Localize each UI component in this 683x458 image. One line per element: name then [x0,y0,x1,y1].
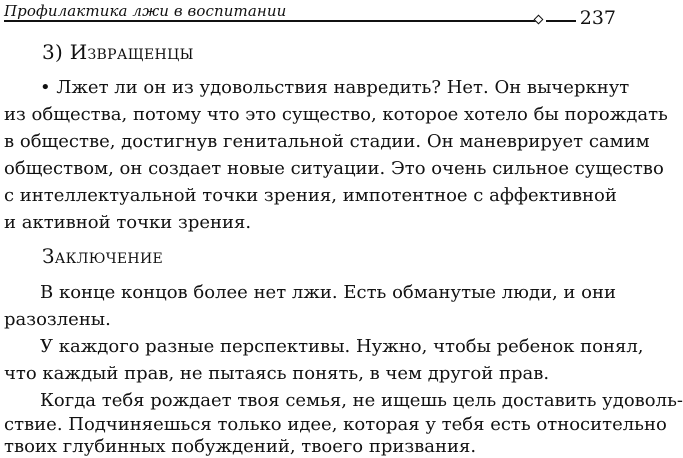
section-heading-perverts: 3) Извращенцы [42,40,194,64]
paragraph-line: ствие. Подчиняешься только идее, которая у тебя есть относительно [4,414,667,435]
running-header [0,0,620,32]
paragraph-line: с интеллектуальной точки зрения, импотентное с аффективной [4,185,617,206]
paragraph-line: В конце концов более нет лжи. Есть обманутые люди, и они [40,282,616,303]
paragraph-line: У каждого разные перспективы. Нужно, чтобы ребенок понял, [40,336,644,357]
paragraph-line: • Лжет ли он из удовольствия навредить? Нет. Он вычеркнут [40,77,630,98]
section-heading-conclusion: Заключение [42,244,163,268]
paragraph-line: что каждый прав, не пытаясь понять, в чем другой прав. [4,363,550,384]
paragraph-line: разозлены. [4,309,111,330]
running-title: Профилактика лжи в воспитании [4,2,287,20]
header-ornament-diamond [534,15,544,25]
paragraph-line: твоих глубинных побуждений, твоего призвания. [4,436,477,457]
paragraph-line: Когда тебя рождает твоя семья, не ищешь цель доставить удоволь- [40,390,683,411]
header-rule-left [4,20,536,22]
paragraph-line: из общества, потому что это существо, которое хотело бы порождать [4,104,668,125]
paragraph-line: и активной точки зрения. [4,212,252,233]
header-rule-right [546,20,576,22]
page-number: 237 [579,7,616,29]
paragraph-line: обществом, он создает новые ситуации. Это очень сильное существо [4,158,664,179]
paragraph-line: в обществе, достигнув генитальной стадии. Он маневрирует самим [4,131,650,152]
